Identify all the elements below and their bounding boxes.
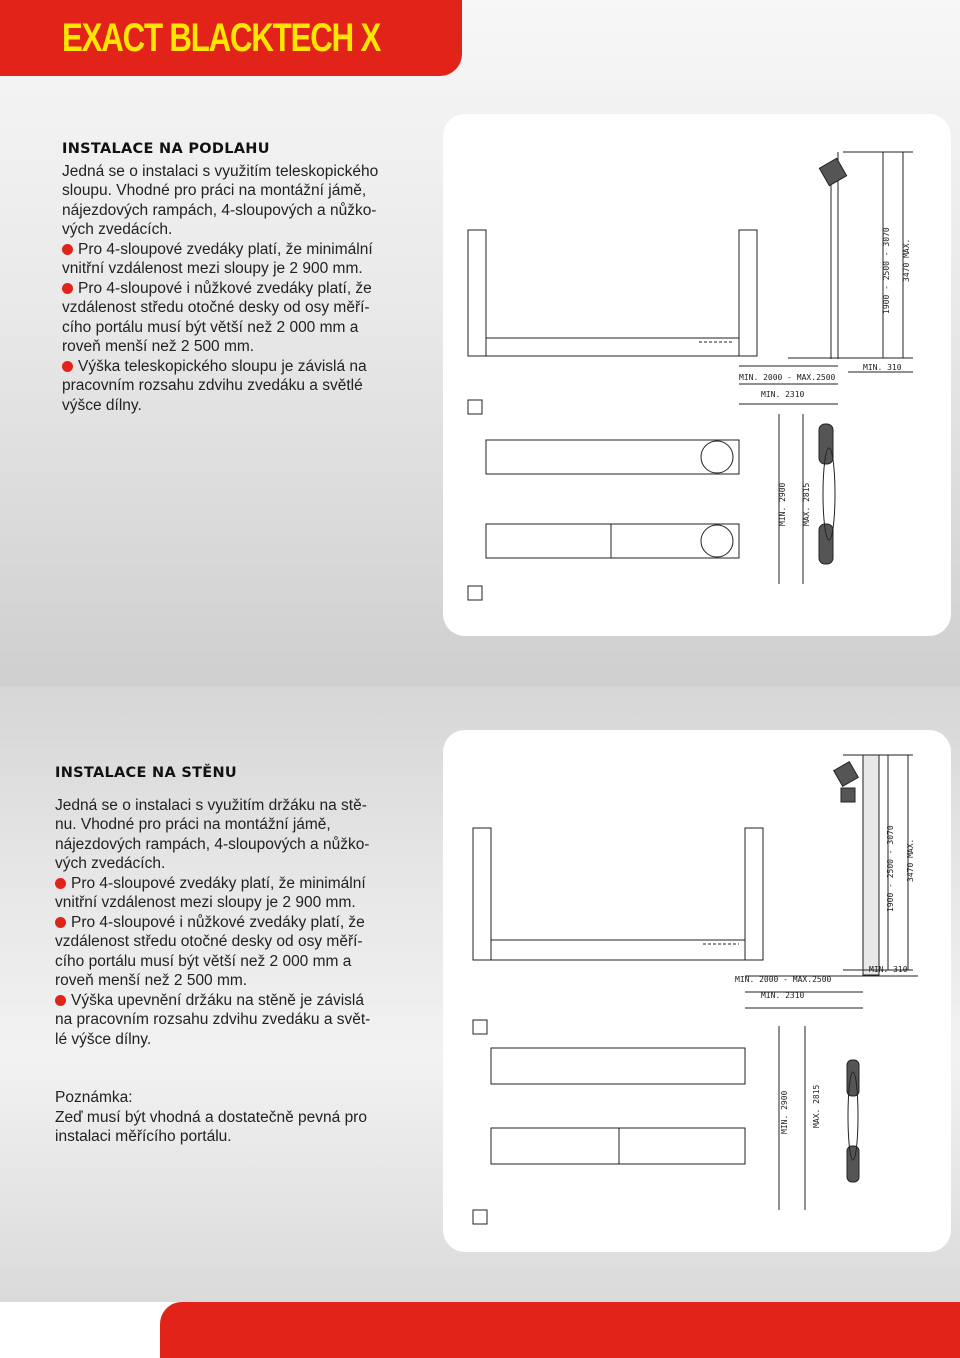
brand-title: EXACT BLACKTECH X [62, 15, 381, 60]
bullet-dot-icon [55, 995, 66, 1006]
measuring-head-icon [834, 762, 859, 1182]
note-line-2: instalaci měřícího portálu. [55, 1128, 232, 1145]
dim-offset-min: MIN. 310 [863, 363, 902, 372]
dim-distance-min: MIN. 2310 [761, 390, 805, 399]
bullet-dot-icon [55, 878, 66, 889]
dim-height-range: 1900 - 2500 - 3070 [882, 227, 891, 314]
dim-height-max: 3470 MAX. [906, 838, 915, 882]
floor-bullet-3: Výška teleskopického sloupu je závislá na pracovním rozsahu zdvihu zvedáku a světlé výšce dílny. [62, 357, 367, 414]
dim-width-max: MAX. 2815 [812, 1084, 821, 1128]
floor-heading: INSTALACE NA PODLAHU [62, 141, 270, 157]
floor-bullet-2: Pro 4-sloupové i nůžkové zvedáky platí, že vzdálenost středu otočné desky od osy měří- cího portálu musí být větší než 2 000 mm a roveň menší než 2 500 mm. [62, 279, 372, 355]
bullet-dot-icon [62, 283, 73, 294]
wall-heading: INSTALACE NA STĚNU [55, 765, 237, 781]
wall-installation-text [55, 764, 389, 1049]
dim-height-range: 1900 - 2500 - 3070 [886, 825, 895, 912]
dim-distance-range: MIN. 2000 - MAX.2500 [735, 975, 832, 984]
wall-diagram-card [443, 730, 951, 1252]
wall-bullet-3: Výška upevnění držáku na stěně je závislá na pracovním rozsahu zdvihu zvedáku a svět- lé výšce dílny. [55, 991, 371, 1048]
wall-note [55, 1088, 395, 1147]
bullet-dot-icon [55, 917, 66, 928]
dim-width-min: MIN. 2900 [778, 482, 787, 526]
bullet-dot-icon [62, 361, 73, 372]
dim-offset-min: MIN. 310 [869, 965, 908, 974]
brand-header [0, 0, 462, 76]
dim-distance-range: MIN. 2000 - MAX.2500 [739, 373, 836, 382]
dim-width-max: MAX. 2815 [802, 482, 811, 526]
floor-installation-diagram [443, 114, 951, 636]
dim-height-max: 3470 MAX. [902, 238, 911, 282]
floor-installation-text [62, 140, 396, 415]
floor-bullet-1: Pro 4-sloupové zvedáky platí, že minimální vnitřní vzdálenost mezi sloupy je 2 900 mm. [62, 240, 373, 277]
wall-bullet-1: Pro 4-sloupové zvedáky platí, že minimální vnitřní vzdálenost mezi sloupy je 2 900 mm. [55, 874, 366, 911]
wall-intro: Jedná se o instalaci s využitím držáku na stě- nu. Vhodné pro práci na montážní jámě, nájezdových rampách, 4-sloupových a nůžko- vých zvedácích. [55, 796, 370, 872]
wall-installation-diagram [443, 730, 951, 1252]
dim-distance-min: MIN. 2310 [761, 991, 805, 1000]
floor-diagram-card [443, 114, 951, 636]
footer-red-bar [160, 1302, 960, 1358]
measuring-head-icon [819, 158, 847, 564]
bullet-dot-icon [62, 244, 73, 255]
note-label: Poznámka: [55, 1089, 133, 1106]
note-line-1: Zeď musí být vhodná a dostatečně pevná pro [55, 1108, 367, 1126]
floor-intro: Jedná se o instalaci s využitím teleskopického sloupu. Vhodné pro práci na montážní jámě, nájezdových rampách, 4-sloupových a nůžko- vých zvedácích. [62, 162, 379, 238]
wall-bullet-2: Pro 4-sloupové i nůžkové zvedáky platí, že vzdálenost středu otočné desky od osy měří- cího portálu musí být větší než 2 000 mm a roveň menší než 2 500 mm. [55, 913, 365, 989]
dim-width-min: MIN. 2900 [780, 1090, 789, 1134]
